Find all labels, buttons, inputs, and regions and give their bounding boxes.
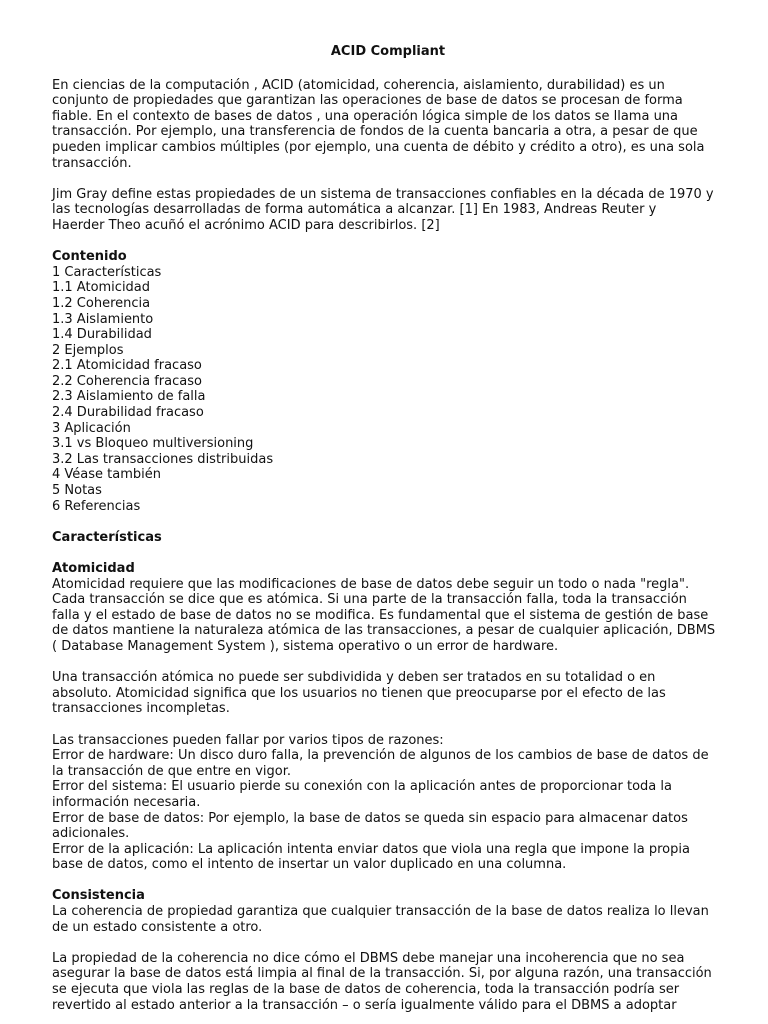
intro-paragraph-1: En ciencias de la computación , ACID (atomicidad, coherencia, aislamiento, durabilidad) es un conjunto de propiedades que garantizan las operaciones de base de datos se procesan de forma fiable. En el contexto de bases de datos , una operación lógica simple de los datos se llama una transacción. Por ejemplo, una transferencia de fondos de la cuenta bancaria a otra, a pesar de que pueden implicar cambios múltiples (por ejemplo, una cuenta de débito y crédito a otro), es una sola transacción. xyxy=(52,77,705,171)
consistency-paragraph-1: La coherencia de propiedad garantiza que cualquier transacción de la base de datos realiza lo llevan de un estado consistente a otro. xyxy=(52,904,709,935)
toc-item: 3.2 Las transacciones distribuidas xyxy=(52,451,274,467)
consistency-paragraph-2: La propiedad de la coherencia no dice cómo el DBMS debe manejar una incoherencia que no sea asegurar la base de datos está limpia al final de la transacción. Si, por alguna razón, una transacción se ejecuta que viola las reglas de la base de datos de coherencia, toda la transacción podría ser revertido al estado anterior a la transacción – o sería igualmente válido para el DBMS a adoptar xyxy=(52,950,712,1013)
toc-item: 2 Ejemplos xyxy=(52,342,124,358)
toc-item: 1.3 Aislamiento xyxy=(52,311,154,327)
subsection-heading-consistency: Consistencia xyxy=(52,888,145,904)
document-title: ACID Compliant xyxy=(330,44,446,59)
atomicity-paragraph-3: Las transacciones pueden fallar por varios tipos de razones: Error de hardware: Un disco duro falla, la prevención de algunos de los cambios de base de datos de la transacción de que entre en vigor. Error del sistema: El usuario pierde su conexión con la aplicación antes de proporcionar toda la información necesaria. Error de base de datos: Por ejemplo, la base de datos se queda sin espacio para almacenar datos adicionales. Error de la aplicación: La aplicación intenta enviar datos que viola una regla que impone la propia base de datos, como el intento de insertar un valor duplicado en una columna. xyxy=(52,732,709,873)
atomicity-paragraph-1: Atomicidad requiere que las modificaciones de base de datos debe seguir un todo o nada "regla". Cada transacción se dice que es atómica. Si una parte de la transacción falla, toda la transacción falla y el estado de base de datos no se modifica. Es fundamental que el sistema de gestión de base de datos mantiene la naturaleza atómica de las transacciones, a pesar de cualquier aplicación, DBMS ( Database Management System ), sistema operativo o un error de hardware. xyxy=(52,576,716,654)
toc-item: 1.4 Durabilidad xyxy=(52,327,152,343)
spacer xyxy=(52,545,724,561)
spacer xyxy=(52,514,724,530)
toc-item: 3.1 vs Bloqueo multiversioning xyxy=(52,436,254,452)
toc-item: 1.1 Atomicidad xyxy=(52,280,151,296)
toc-item: 2.4 Durabilidad fracaso xyxy=(52,405,204,421)
toc-item: 2.1 Atomicidad fracaso xyxy=(52,358,202,374)
document-page xyxy=(52,44,724,1013)
toc-item: 5 Notas xyxy=(52,483,102,499)
toc-item: 3 Aplicación xyxy=(52,420,131,436)
spacer xyxy=(52,655,724,671)
toc-item: 1 Características xyxy=(52,264,162,280)
spacer xyxy=(52,234,724,250)
toc-item: 4 Véase también xyxy=(52,467,161,483)
spacer xyxy=(52,717,724,733)
table-of-contents xyxy=(52,265,724,515)
toc-item: 6 Referencias xyxy=(52,498,141,514)
section-heading-characteristics: Características xyxy=(52,529,162,545)
toc-item: 1.2 Coherencia xyxy=(52,295,151,311)
toc-item: 2.2 Coherencia fracaso xyxy=(52,373,202,389)
subsection-heading-atomicity: Atomicidad xyxy=(52,561,135,576)
atomicity-paragraph-2: Una transacción atómica no puede ser subdividida y deben ser tratados en su totalidad o en absoluto. Atomicidad significa que los usuarios no tienen que preocuparse por el efecto de las transacciones incompletas. xyxy=(52,670,666,717)
spacer xyxy=(52,935,724,951)
toc-item: 2.3 Aislamiento de falla xyxy=(52,389,206,405)
spacer xyxy=(52,873,724,889)
contents-heading: Contenido xyxy=(52,249,127,265)
intro-paragraph-2: Jim Gray define estas propiedades de un sistema de transacciones confiables en la década de 1970 y las tecnologías desarrolladas de forma automática a alcanzar. [1] En 1983, Andreas Reuter y Haerder Theo acuñó el acrónimo ACID para describirlos. [2] xyxy=(52,186,714,233)
spacer xyxy=(52,171,724,187)
